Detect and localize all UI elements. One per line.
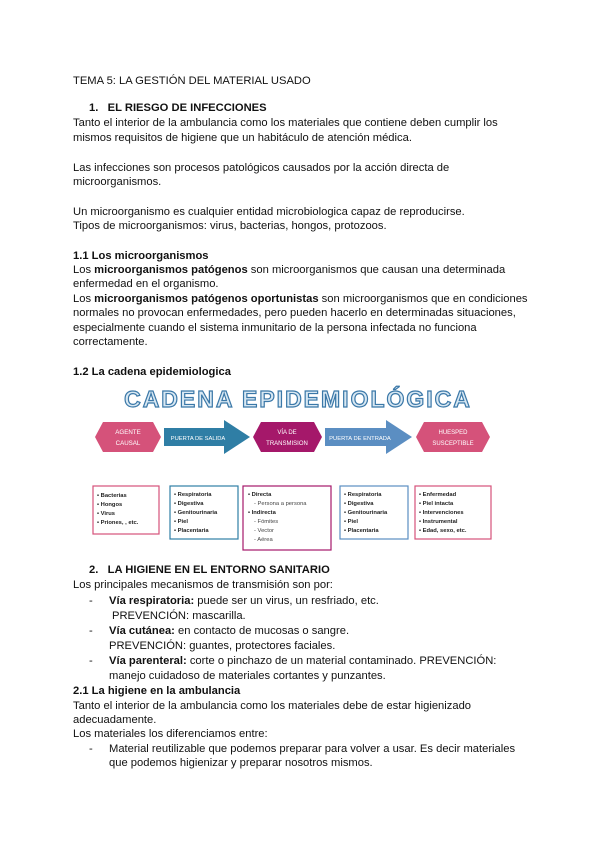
paragraph-line: Tipos de microorganismos: virus, bacterias, hongos, protozoos.: [73, 220, 387, 232]
box-item: • Instrumental: [419, 519, 458, 525]
node-label-line2: SUSCEPTIBLE: [432, 441, 474, 447]
hexagon-shape: [95, 422, 161, 452]
paragraph-line: [73, 292, 528, 306]
list-item-continuation: PREVENCIÓN: mascarilla.: [112, 610, 246, 622]
box-item: - Vector: [254, 528, 274, 534]
node-huesped-susceptible: [416, 422, 490, 452]
subsection-2-1-heading: 2.1 La higiene en la ambulancia: [73, 685, 241, 697]
box-item: • Respiratoria: [174, 492, 212, 498]
term-opportunistic-pathogens: microorganismos patógenos oportunistas: [94, 293, 319, 305]
box-item: • Placentaria: [174, 528, 209, 534]
box-item: • Edad, sexo, etc.: [419, 528, 467, 534]
list-item: [109, 594, 379, 608]
list-item-continuation: PREVENCIÓN: guantes, protectores faciales.: [109, 640, 336, 652]
subsection-1-2-heading: 1.2 La cadena epidemiologica: [73, 366, 231, 378]
list-item: [109, 624, 349, 638]
box-item: • Piel: [174, 519, 188, 525]
node-label-line2: CAUSAL: [115, 440, 141, 447]
term-via-respiratoria: Vía respiratoria:: [109, 595, 195, 607]
box-item: - Persona a persona: [254, 501, 307, 507]
paragraph-line: Un microorganismo es cualquier entidad microbiologica capaz de reproducirse.: [73, 206, 465, 218]
paragraph-line: Las infecciones son procesos patológicos causados por la acción directa de: [73, 162, 450, 174]
section-1-number: 1.: [89, 102, 99, 114]
text-span: son microorganismos que causan una determinada: [247, 264, 506, 276]
node-label-line1: VÍA DE: [277, 430, 297, 436]
list-dash: -: [89, 595, 93, 607]
section-2-heading: [89, 563, 330, 577]
box-item: • Placentaria: [344, 528, 379, 534]
node-label-line1: PUERTA DE ENTRADA: [329, 436, 391, 442]
paragraph-line: normales no provocan enfermedades, pero pueden hacerlo en determinadas situaciones,: [73, 307, 516, 319]
box-item: • Directa: [248, 492, 272, 498]
text-span: Los: [73, 264, 95, 276]
paragraph-line: Los materiales los diferenciamos entre:: [73, 728, 268, 740]
list-item: [109, 654, 496, 668]
node-label-line1: HUESPED: [438, 430, 468, 436]
paragraph-line: especialmente cuando el sistema inmunitario de la persona infectada no funciona: [73, 322, 477, 334]
text-span: Los: [73, 293, 95, 305]
box-item: • Virus: [97, 511, 116, 517]
box-item: • Piel: [344, 519, 358, 525]
box-item: • Intervenciones: [419, 510, 464, 516]
box-huesped-susceptible: [415, 486, 491, 539]
doc-title: TEMA 5: LA GESTIÓN DEL MATERIAL USADO: [73, 75, 311, 87]
node-via-transmision: [253, 422, 322, 452]
paragraph-line: Los principales mecanismos de transmisión son por:: [73, 579, 333, 591]
box-agente-causal: [93, 486, 159, 534]
hexagon-shape: [416, 422, 490, 452]
node-label-line1: PUERTA DE SALIDA: [170, 436, 226, 442]
box-item: • Bacterias: [97, 493, 127, 499]
text-span: puede ser un virus, un resfriado, etc.: [194, 595, 379, 607]
list-dash: -: [89, 655, 93, 667]
box-puerta-entrada: [340, 486, 408, 539]
section-1-title: EL RIESGO DE INFECCIONES: [107, 102, 267, 114]
box-item: • Digestiva: [174, 501, 204, 507]
box-item: • Genitourinaria: [174, 510, 218, 516]
text-span: en contacto de mucosas o sangre.: [174, 625, 350, 637]
term-pathogens: microorganismos patógenos: [94, 264, 248, 276]
list-dash: -: [89, 625, 93, 637]
paragraph-line: adecuadamente.: [73, 714, 157, 726]
list-item-continuation: manejo cuidadoso de materiales cortantes y punzantes.: [109, 670, 386, 682]
figure-title: CADENA EPIDEMIOLÓGICA: [124, 386, 472, 412]
box-puerta-salida: [170, 486, 238, 539]
subsection-1-1-heading: 1.1 Los microorganismos: [73, 250, 209, 262]
section-2-number: 2.: [89, 564, 99, 576]
paragraph-line: [73, 263, 505, 277]
text-span: son microorganismos que en condiciones: [318, 293, 528, 305]
list-dash: -: [89, 743, 93, 755]
box-item: • Respiratoria: [344, 492, 382, 498]
box-item: • Digestiva: [344, 501, 374, 507]
epidemiological-chain-figure: [88, 380, 508, 556]
box-item: • Indirecta: [248, 510, 276, 516]
box-item: • Hongos: [97, 502, 123, 508]
list-item-continuation: que podemos higienizar y preparar nosotros mismos.: [109, 757, 373, 769]
section-1-heading: [89, 101, 267, 115]
text-span: corte o pinchazo de un material contaminado. PREVENCIÓN:: [186, 655, 497, 667]
paragraph-line: mismos requisitos de higiene que un habitáculo de atención médica.: [73, 132, 412, 144]
box-item: • Priones, , etc.: [97, 520, 139, 526]
paragraph-line: correctamente.: [73, 336, 148, 348]
box-item: • Genitourinaria: [344, 510, 388, 516]
paragraph-line: microorganismos.: [73, 176, 162, 188]
term-via-cutanea: Vía cutánea:: [109, 625, 175, 637]
box-item: • Enfermedad: [419, 492, 457, 498]
box-item: - Fómites: [254, 519, 279, 525]
paragraph-line: Tanto el interior de la ambulancia como los materiales debe de estar higienizado: [73, 700, 472, 712]
section-2-title: LA HIGIENE EN EL ENTORNO SANITARIO: [107, 564, 330, 576]
term-via-parenteral: Vía parenteral:: [109, 655, 187, 667]
box-item: - Aérea: [254, 537, 273, 543]
paragraph-line: enfermedad en el organismo.: [73, 278, 219, 290]
box-via-transmision: [243, 486, 331, 550]
list-item: Material reutilizable que podemos preparar para volver a usar. Es decir materiales: [109, 743, 516, 755]
node-agente-causal: [95, 422, 161, 452]
hexagon-shape: [253, 422, 322, 452]
paragraph-line: Tanto el interior de la ambulancia como los materiales que contiene deben cumplir los: [73, 117, 498, 129]
node-label-line1: AGENTE: [115, 429, 141, 436]
node-label-line2: TRANSMISION: [266, 441, 308, 447]
box-item: • Piel intacta: [419, 501, 454, 507]
